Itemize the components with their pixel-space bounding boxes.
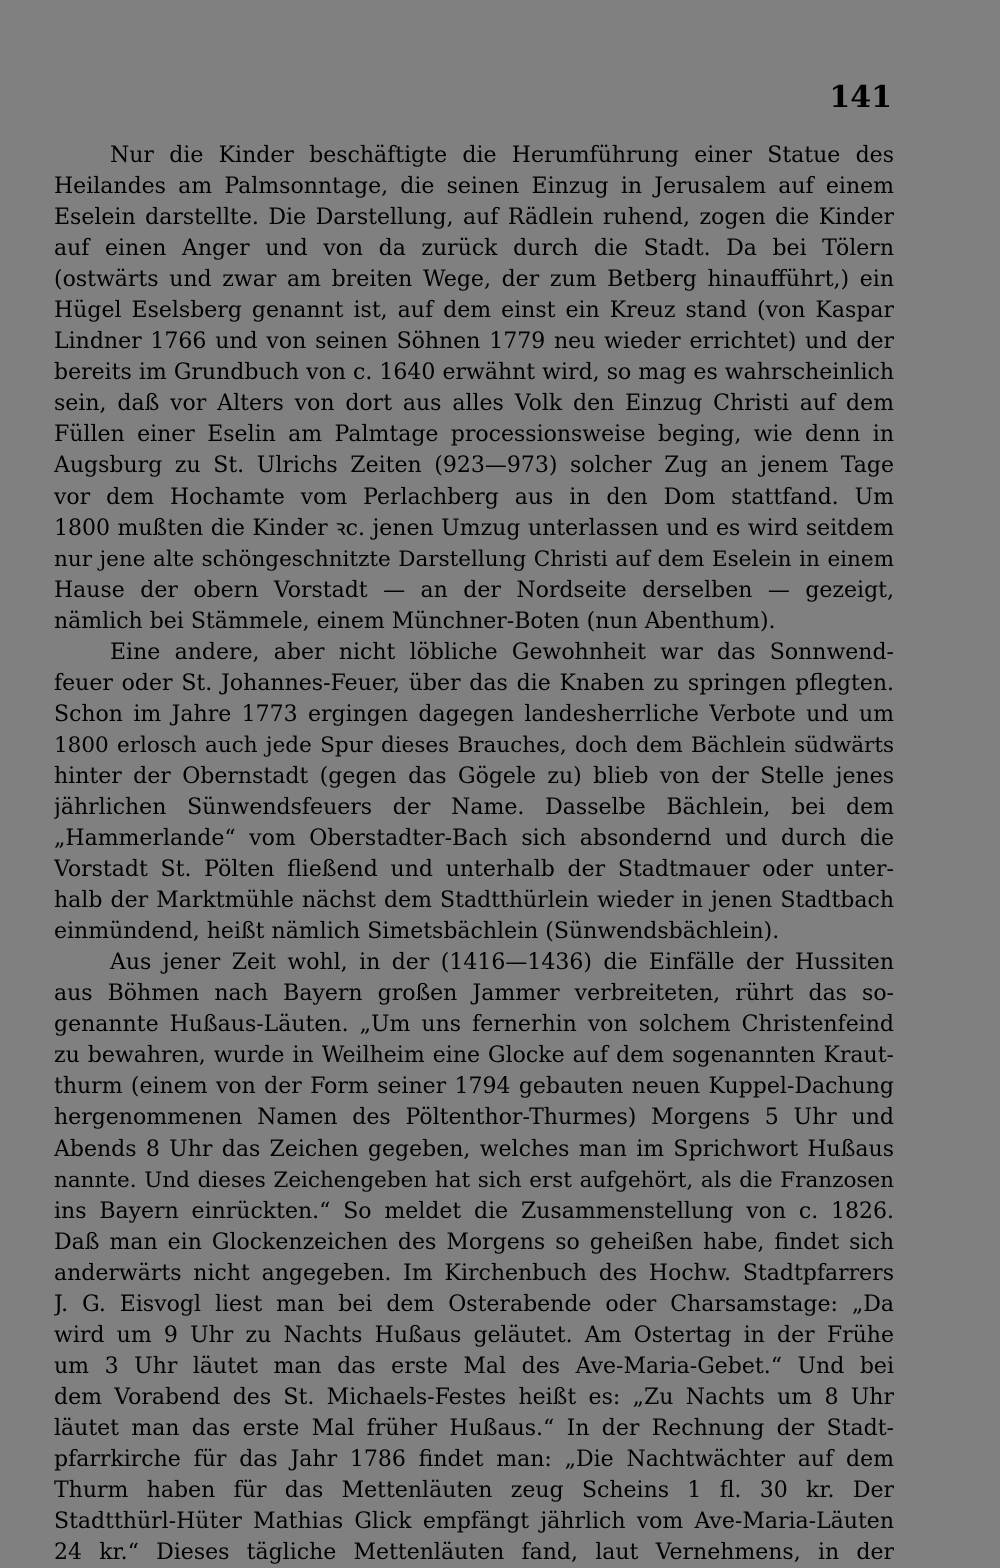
page-number: 141 bbox=[829, 80, 892, 115]
text-line: Füllen einer Eselin am Palmtage processionsweise beging, wie denn in bbox=[54, 422, 894, 448]
text-line: pfarrkirche für das Jahr 1786 findet man: „Die Nachtwächter auf dem bbox=[54, 1446, 894, 1472]
body-text bbox=[54, 140, 894, 1568]
text-line: wird um 9 Uhr zu Nachts Hußaus geläutet. Am Ostertag in der Frühe bbox=[54, 1322, 894, 1348]
text-line: sein, daß vor Alters von dort aus alles Volk den Einzug Christi auf dem bbox=[54, 391, 894, 417]
text-line: „Hammerlande“ vom Oberstadter-Bach sich absondernd und durch die bbox=[54, 826, 894, 852]
text-line: Stadtthürl-Hüter Mathias Glick empfängt jährlich vom Ave-Maria-Läuten bbox=[54, 1509, 894, 1535]
text-line: anderwärts nicht angegeben. Im Kirchenbuch des Hochw. Stadtpfarrers bbox=[54, 1260, 894, 1286]
text-line: 1800 erlosch auch jede Spur dieses Brauches, doch dem Bächlein südwärts bbox=[54, 732, 894, 758]
text-line: Heilandes am Palmsonntage, die seinen Einzug in Jerusalem auf einem bbox=[54, 174, 894, 200]
text-line: zu bewahren, wurde in Weilheim eine Glocke auf dem sogenannten Kraut- bbox=[54, 1043, 894, 1069]
text-line: nämlich bei Stämmele, einem Münchner-Boten (nun Abenthum). bbox=[54, 608, 776, 634]
text-line: Abends 8 Uhr das Zeichen gegeben, welches man im Sprichwort Hußaus bbox=[54, 1136, 894, 1162]
text-line: Eselein darstellte. Die Darstellung, auf Rädlein ruhend, zogen die Kinder bbox=[54, 205, 894, 231]
text-line: läutet man das erste Mal früher Hußaus.“ In der Rechnung der Stadt- bbox=[54, 1415, 894, 1441]
text-line: J. G. Eisvogl liest man bei dem Osterabende oder Charsamstage: „Da bbox=[54, 1291, 894, 1317]
text-line: auf einen Anger und von da zurück durch die Stadt. Da bei Tölern bbox=[54, 236, 894, 262]
text-line: 1800 mußten die Kinder ꝛc. jenen Umzug unterlassen und es wird seitdem bbox=[54, 515, 894, 541]
text-line: einmündend, heißt nämlich Simetsbächlein (Sünwendsbächlein). bbox=[54, 919, 780, 945]
text-line: nur jene alte schöngeschnitzte Darstellung Christi auf dem Eselein in einem bbox=[54, 546, 894, 572]
text-line: Vorstadt St. Pölten fließend und unterhalb der Stadtmauer oder unter- bbox=[54, 857, 894, 883]
text-line: 24 kr.“ Dieses tägliche Mettenläuten fand, laut Vernehmens, in der bbox=[54, 1540, 894, 1566]
text-line: Thurm haben für das Mettenläuten zeug Scheins 1 fl. 30 kr. Der bbox=[54, 1478, 894, 1504]
text-line: Eine andere, aber nicht löbliche Gewohnheit war das Sonnwend- bbox=[110, 639, 894, 665]
text-line: feuer oder St. Johannes-Feuer, über das die Knaben zu springen pflegten. bbox=[54, 670, 894, 696]
text-line: aus Böhmen nach Bayern großen Jammer verbreiteten, rührt das so- bbox=[54, 981, 894, 1007]
text-line: genannte Hußaus-Läuten. „Um uns fernerhin von solchem Christenfeind bbox=[54, 1012, 894, 1038]
text-line: Augsburg zu St. Ulrichs Zeiten (923—973) solcher Zug an jenem Tage bbox=[54, 453, 894, 479]
text-line: Schon im Jahre 1773 ergingen dagegen landesherrliche Verbote und um bbox=[54, 701, 894, 727]
text-line: Hause der obern Vorstadt — an der Nordseite derselben — gezeigt, bbox=[54, 577, 894, 603]
text-line: hinter der Obernstadt (gegen das Gögele zu) blieb von der Stelle jenes bbox=[54, 763, 894, 789]
text-line: hergenommenen Namen des Pöltenthor-Thurmes) Morgens 5 Uhr und bbox=[54, 1105, 894, 1131]
text-line: Nur die Kinder beschäftigte die Herumführung einer Statue des bbox=[110, 143, 894, 168]
text-line: dem Vorabend des St. Michaels-Festes heißt es: „Zu Nachts um 8 Uhr bbox=[54, 1384, 894, 1410]
text-line: halb der Marktmühle nächst dem Stadtthürlein wieder in jenen Stadtbach bbox=[54, 888, 894, 914]
text-line: thurm (einem von der Form seiner 1794 gebauten neuen Kuppel-Dachung bbox=[54, 1074, 894, 1100]
text-line: Hügel Eselsberg genannt ist, auf dem einst ein Kreuz stand (von Kaspar bbox=[54, 298, 894, 324]
text-line: Lindner 1766 und von seinen Söhnen 1779 neu wieder errichtet) und der bbox=[54, 329, 894, 355]
text-line: ins Bayern einrückten.“ So meldet die Zusammenstellung von c. 1826. bbox=[54, 1198, 894, 1224]
text-line: bereits im Grundbuch von c. 1640 erwähnt wird, so mag es wahrscheinlich bbox=[54, 360, 894, 386]
text-line: Aus jener Zeit wohl, in der (1416—1436) die Einfälle der Hussiten bbox=[110, 950, 894, 976]
text-line: (ostwärts und zwar am breiten Wege, der zum Betberg hinaufführt,) ein bbox=[54, 267, 894, 293]
text-line: Daß man ein Glockenzeichen des Morgens so geheißen habe, findet sich bbox=[54, 1229, 894, 1255]
text-line: nannte. Und dieses Zeichengeben hat sich erst aufgehört, als die Franzosen bbox=[54, 1167, 894, 1193]
text-line: vor dem Hochamte vom Perlachberg aus in den Dom stattfand. Um bbox=[54, 484, 894, 510]
text-line: um 3 Uhr läutet man das erste Mal des Ave-Maria-Gebet.“ Und bei bbox=[54, 1353, 894, 1379]
text-line: jährlichen Sünwendsfeuers der Name. Dasselbe Bächlein, bei dem bbox=[54, 794, 894, 820]
